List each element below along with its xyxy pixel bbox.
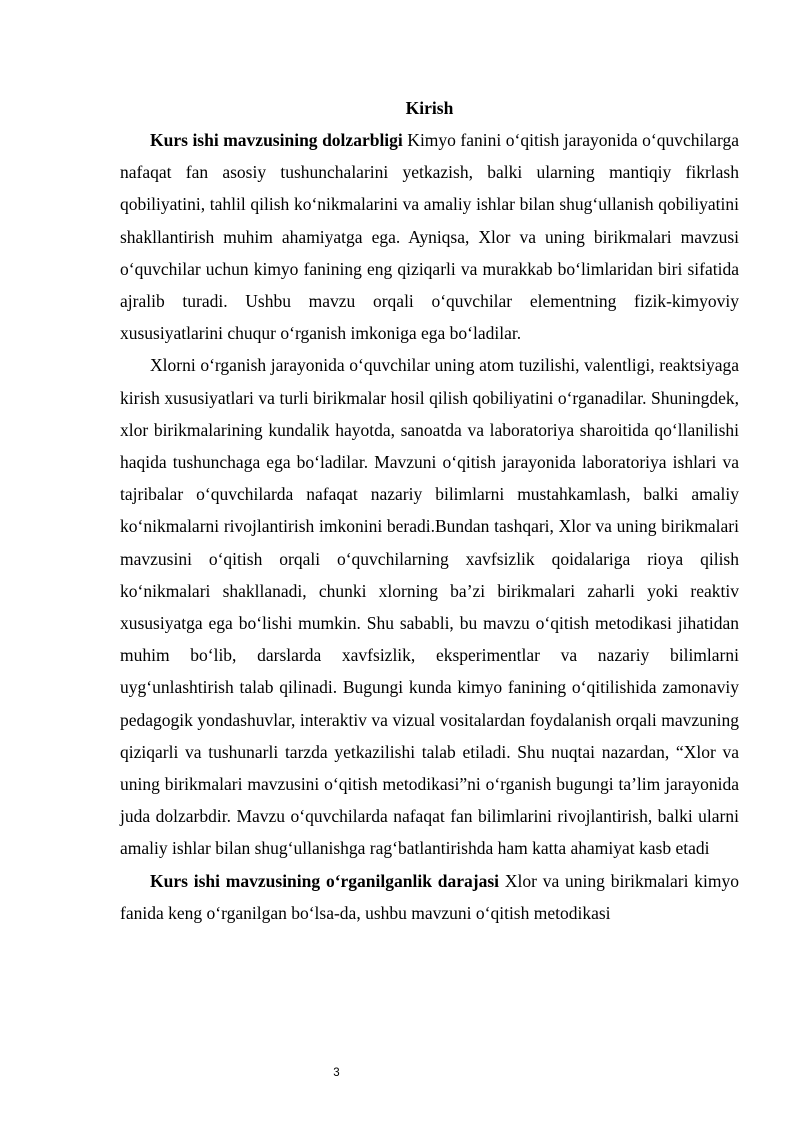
paragraph-lead: Kurs ishi mavzusining dolzarbligi bbox=[150, 130, 403, 150]
paragraph-text: Kimyo fanini o‘qitish jarayonida o‘quvchilarga nafaqat fan asosiy tushunchalarini yetkazish, balki ularning mantiqiy fikrlash qobiliyatini, tahlil qilish ko‘nikmalarini va amaliy ishlar bilan shug‘ullanish qobiliyatini shakllantirish muhim ahamiyatga ega. Ayniqsa, Xlor va uning birikmalari mavzusi o‘quvchilar uchun kimyo fanining eng qiziqarli va murakkab bo‘limlaridan biri sifatida ajralib turadi. Ushbu mavzu orqali o‘quvchilar elementning fizik-kimyoviy xususiyatlarini chuqur o‘rganish imkoniga ega bo‘ladilar. bbox=[120, 130, 740, 344]
page-number: 3 bbox=[333, 1067, 340, 1079]
paragraph-text: Xlorni o‘rganish jarayonida o‘quvchilar uning atom tuzilishi, valentligi, reaktsiyaga kirish xususiyatlari va turli birikmalar hosil qilish qobiliyatini o‘rganadilar. Shuningdek, xlor birikmalarining kundalik hayotda, sanoatda va laboratoriya sharoitida qo‘llanilishi haqida tushunchaga ega bo‘ladilar. Mavzuni o‘qitish jarayonida laboratoriya ishlari va tajribalar o‘quvchilarda nafaqat nazariy bilimlarni mustahkamlash, balki amaliy ko‘nikmalarni rivojlantirish imkonini beradi.Bundan tashqari, Xlor va uning birikmalari mavzusini o‘qitish orqali o‘quvchilarning xavfsizlik qoidalariga rioya qilish ko‘nikmalari shakllanadi, chunki xlorning ba’zi birikmalari zaharli yoki reaktiv xususiyatga ega bo‘lishi mumkin. Shu sababli, bu mavzu o‘qitish metodikasi jihatidan muhim bo‘lib, darslarda xavfsizlik, eksperimentlar va nazariy bilimlarni uyg‘unlashtirish talab qilinadi. Bugungi kunda kimyo fanining o‘qitilishida zamonaviy pedagogik yondashuvlar, interaktiv va vizual vositalardan foydalanish orqali mavzuning qiziqarli va tushunarli tarzda yetkazilishi talab etiladi. Shu nuqtai nazardan, “Xlor va uning birikmalari mavzusini o‘qitish metodikasi”ni o‘rganish bugungi ta’lim jarayonida juda dolzarbdir. Mavzu o‘quvchilarda nafaqat fan bilimlarini rivojlantirish, balki ularni amaliy ishlar bilan shug‘ullanishga rag‘batlantirishda ham katta ahamiyat kasb etadi bbox=[120, 355, 739, 859]
paragraph-relevance bbox=[120, 124, 739, 349]
paragraph-degree-of-study bbox=[120, 865, 739, 929]
section-heading: Kirish bbox=[405, 98, 454, 118]
document-body bbox=[120, 94, 739, 929]
paragraph-lead: Kurs ishi mavzusining o‘rganilganlik darajasi bbox=[150, 870, 500, 891]
paragraph-chlorine-study bbox=[120, 349, 739, 864]
paragraph-text: Xlor va uning birikmalari kimyo fanida keng o‘rganilgan bo‘lsa-da, ushbu mavzuni o‘qitish metodikasi bbox=[120, 870, 740, 923]
